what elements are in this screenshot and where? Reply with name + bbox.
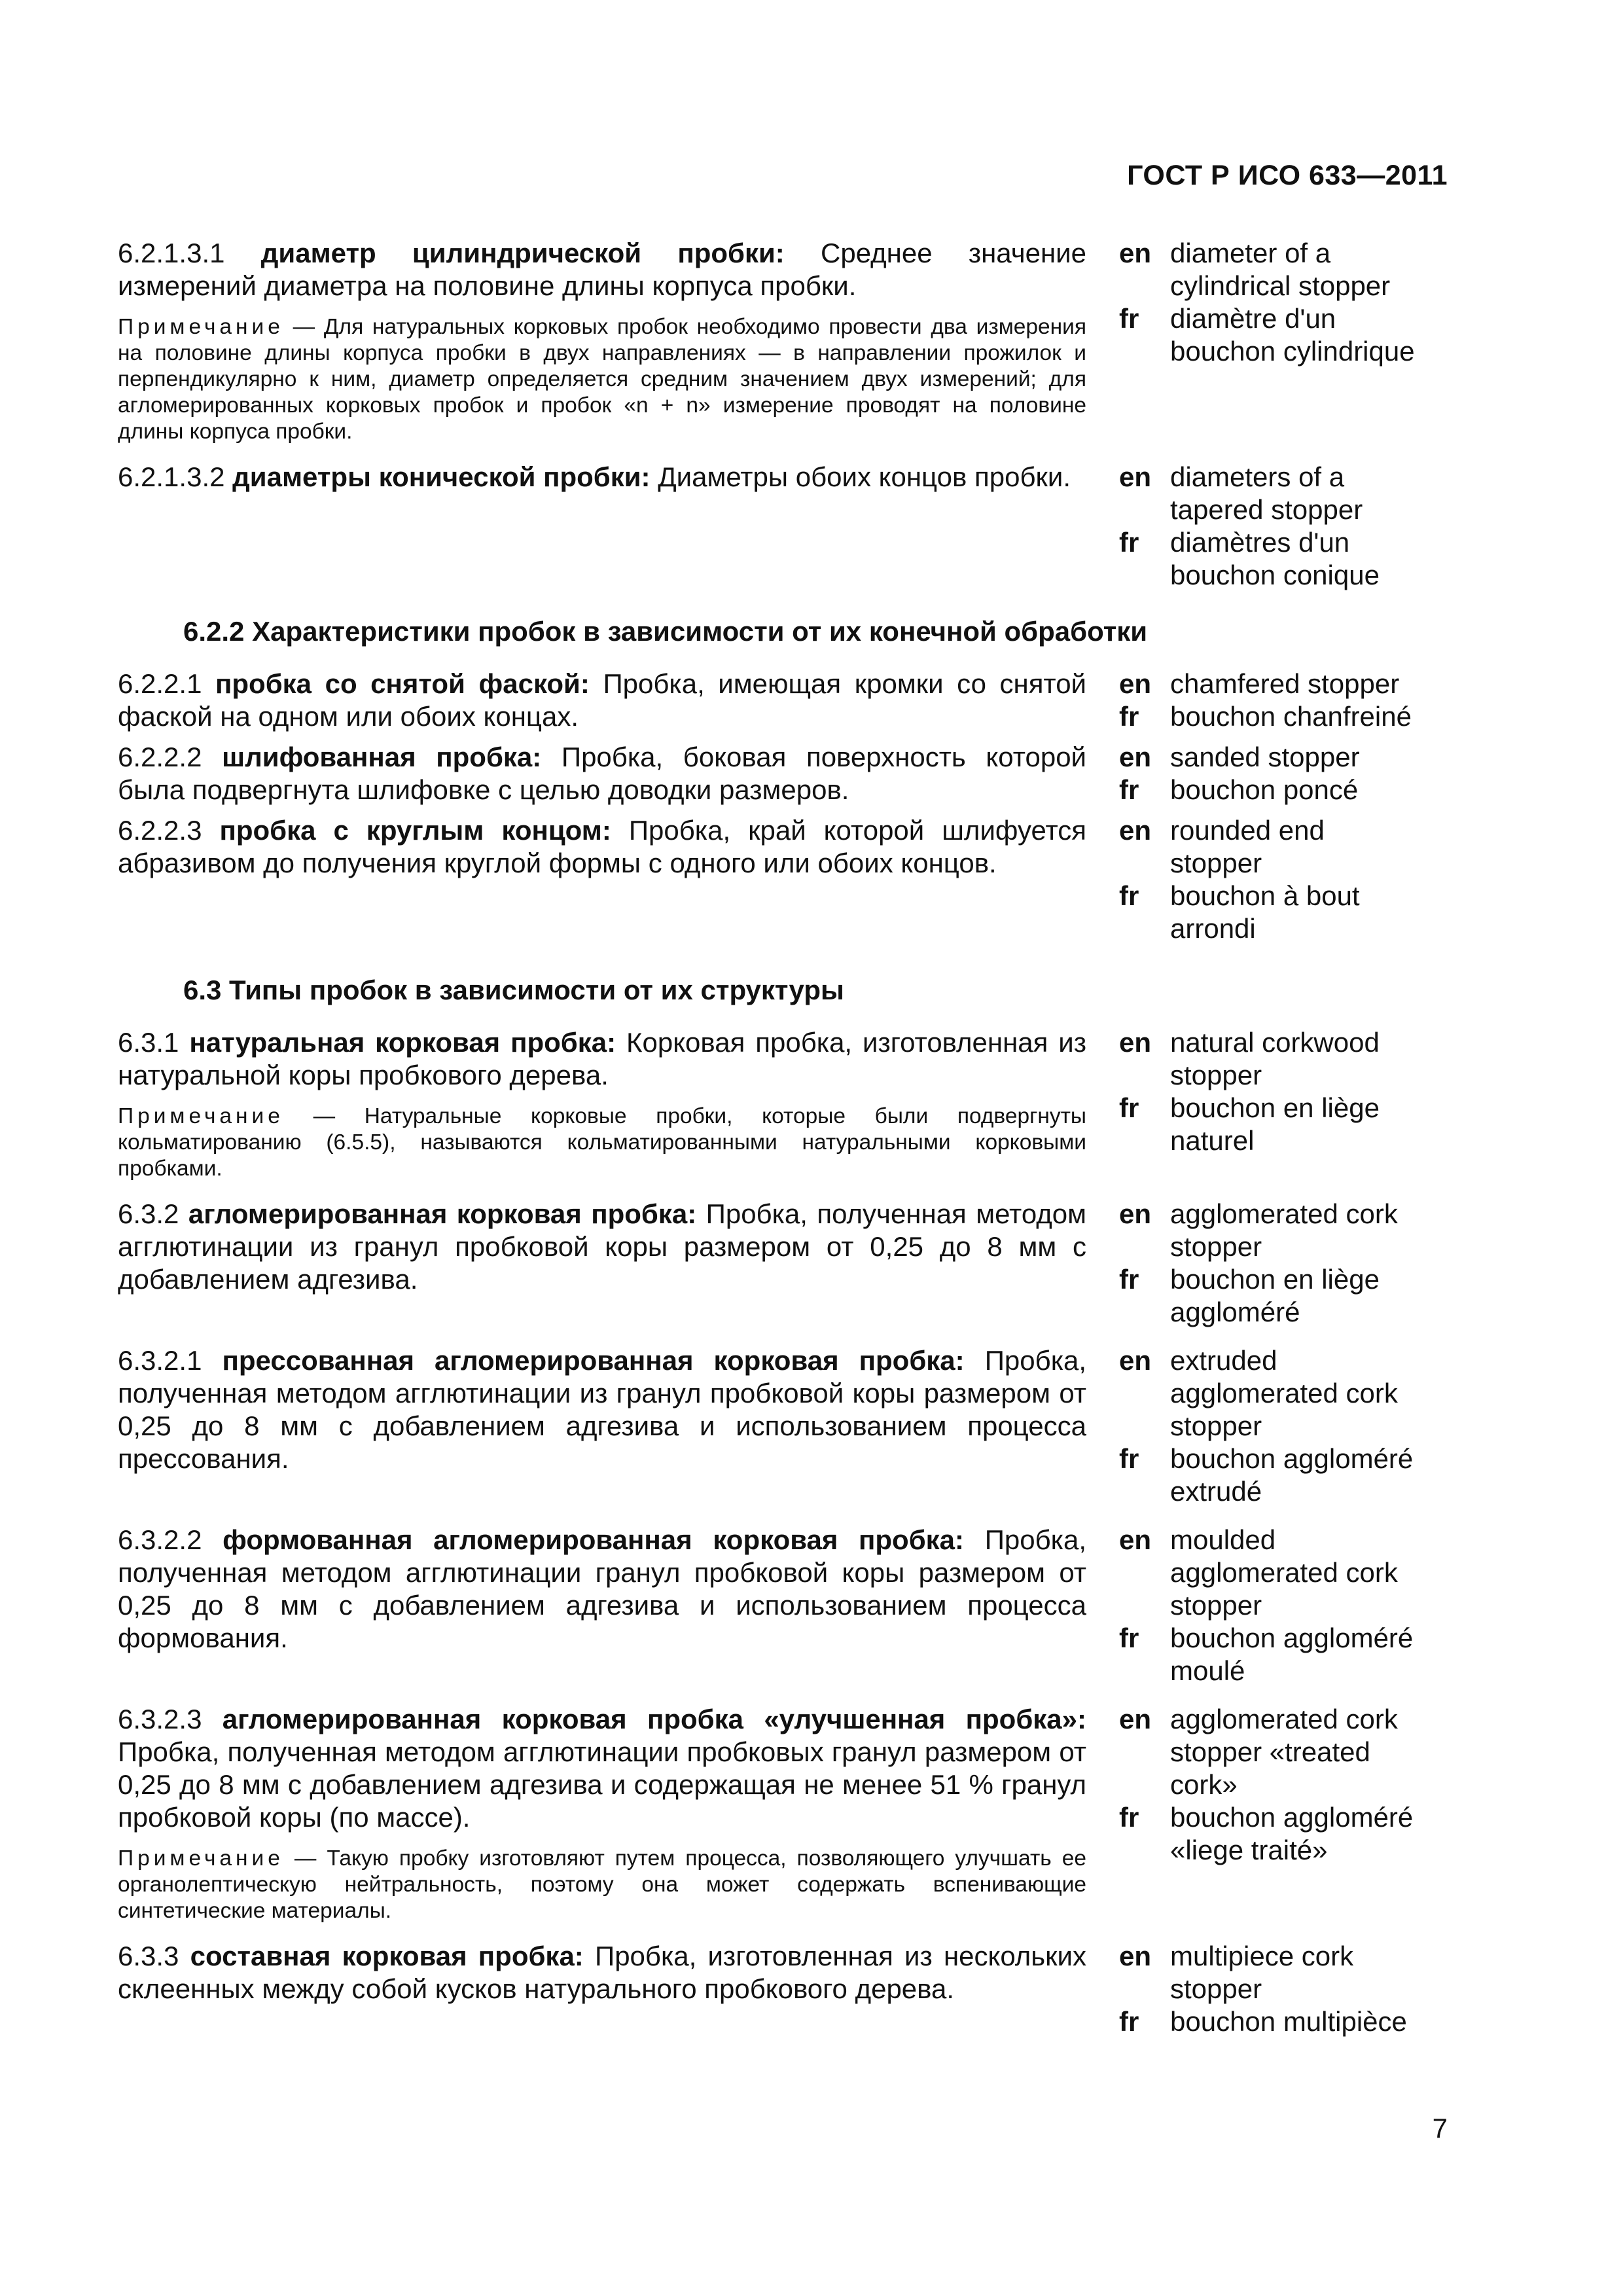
english-term: moulded agglomerated cork stopper xyxy=(1170,1524,1398,1621)
french-term: bouchon aggloméré moulé xyxy=(1170,1623,1414,1686)
term-entry xyxy=(118,814,1448,945)
definition: 6.3.2 агломерированная корковая пробка: Пробка, полученная методом агглютинации из гранул пробковой коры размером от 0,25 до 8 мм с добавлением адгезива. xyxy=(118,1198,1087,1295)
french-term: bouchon à bout arrondi xyxy=(1170,880,1360,944)
lang-fr-label: fr xyxy=(1119,774,1139,805)
lang-fr-label: fr xyxy=(1119,1802,1139,1833)
definition: 6.2.1.3.2 диаметры конической пробки: Диаметры обоих концов пробки. xyxy=(118,461,1071,492)
section-heading: 6.3 Типы пробок в зависимости от их структуры xyxy=(183,975,844,1005)
term-entry xyxy=(118,1524,1448,1687)
equivalent-terms xyxy=(1119,1703,1415,1867)
definition: 6.3.2.2 формованная агломерированная корковая пробка: Пробка, полученная методом агглютинации гранул пробковой коры размером от 0,25 до 8 мм с добавлением адгезива и использованием процесса формования. xyxy=(118,1524,1086,1653)
term-name: пробка со снятой фаской: xyxy=(215,668,590,699)
term-name: агломерированная корковая пробка «улучшенная пробка»: xyxy=(222,1704,1086,1734)
definition: 6.3.2.3 агломерированная корковая пробка «улучшенная пробка»: Пробка, полученная методом агглютинации пробковых гранул размером от 0,25 до 8 мм с добавлением адгезива и содержащая не менее 51 % гранул пробковой коры (по массе). xyxy=(118,1704,1086,1833)
english-term: multipiece cork stopper xyxy=(1170,1941,1354,2004)
english-term: diameters of a tapered stopper xyxy=(1170,461,1363,525)
page-content xyxy=(118,237,1448,2038)
definition: 6.2.2.2 шлифованная пробка: Пробка, боковая поверхность которой была подвергнута шлифовке с целью доводки размеров. xyxy=(118,742,1087,805)
equivalent-terms xyxy=(1119,1524,1415,1687)
lang-fr-label: fr xyxy=(1119,1623,1139,1653)
term-name: натуральная корковая пробка: xyxy=(189,1027,616,1058)
lang-en-label: en xyxy=(1119,1198,1152,1229)
lang-fr-label: fr xyxy=(1119,527,1139,558)
equivalent-terms xyxy=(1119,814,1415,945)
lang-fr-label: fr xyxy=(1119,303,1139,334)
term-name: формованная агломерированная корковая пробка: xyxy=(223,1524,965,1555)
lang-en-label: en xyxy=(1119,742,1152,772)
term-entry xyxy=(118,1703,1448,1924)
term-name: диаметры конической пробки: xyxy=(232,461,651,492)
equivalent-terms xyxy=(1119,1344,1415,1508)
equivalent-terms xyxy=(1119,237,1415,368)
term-name: шлифованная пробка: xyxy=(222,742,542,772)
french-term: diamètres d'un bouchon conique xyxy=(1170,527,1380,590)
english-term: natural corkwood stopper xyxy=(1170,1027,1380,1090)
term-entry xyxy=(118,668,1448,733)
definition: 6.2.2.3 пробка с круглым концом: Пробка, край которой шлифуется абразивом до получения круглой формы с одного или обоих концов. xyxy=(118,815,1086,878)
lang-en-label: en xyxy=(1119,815,1152,846)
lang-en-label: en xyxy=(1119,1027,1152,1058)
english-term: agglomerated cork stopper xyxy=(1170,1198,1398,1262)
lang-en-label: en xyxy=(1119,238,1152,268)
lang-en-label: en xyxy=(1119,1524,1152,1555)
french-term: bouchon en liège naturel xyxy=(1170,1092,1380,1156)
french-term: bouchon aggloméré «liege traité» xyxy=(1170,1802,1414,1865)
term-name: составная корковая пробка: xyxy=(190,1941,584,1971)
english-term: diameter of a cylindrical stopper xyxy=(1170,238,1391,301)
lang-fr-label: fr xyxy=(1119,1264,1139,1295)
term-entry xyxy=(118,237,1448,445)
equivalent-terms xyxy=(1119,1026,1415,1157)
note: Примечание — Натуральные корковые пробки, которые были подвергнуты кольматированию (6.5.5), называются кольматированными натуральными корковыми пробками. xyxy=(118,1104,1086,1181)
lang-fr-label: fr xyxy=(1119,701,1139,732)
document-header: ГОСТ Р ИСО 633—2011 xyxy=(1127,160,1448,191)
french-term: bouchon aggloméré extrudé xyxy=(1170,1443,1414,1507)
definition: 6.3.1 натуральная корковая пробка: Корковая пробка, изготовленная из натуральной коры пробкового дерева. xyxy=(118,1027,1087,1090)
equivalent-terms xyxy=(1119,1940,1415,2038)
note: Примечание — Такую пробку изготовляют путем процесса, позволяющего улучшать ее органолептическую нейтральность, поэтому она может содержать вспенивающие синтетические материалы. xyxy=(118,1846,1086,1923)
english-term: rounded end stopper xyxy=(1170,815,1325,878)
definition: 6.2.2.1 пробка со снятой фаской: Пробка, имеющая кромки со снятой фаской на одном или обоих концах. xyxy=(118,668,1087,732)
english-term: sanded stopper xyxy=(1170,742,1360,772)
term-name: диаметр цилиндрической пробки: xyxy=(260,238,785,268)
term-entry xyxy=(118,461,1448,592)
page-number: 7 xyxy=(1432,2113,1448,2144)
definition: 6.2.1.3.1 диаметр цилиндрической пробки: Среднее значение измерений диаметра на половине длины корпуса пробки. xyxy=(118,238,1086,301)
french-term: bouchon multipièce xyxy=(1170,2006,1407,2037)
english-term: extruded agglomerated cork stopper xyxy=(1170,1345,1398,1441)
english-term: agglomerated cork stopper «treated cork» xyxy=(1170,1704,1398,1800)
lang-en-label: en xyxy=(1119,1941,1152,1971)
lang-en-label: en xyxy=(1119,1345,1152,1376)
equivalent-terms xyxy=(1119,461,1415,592)
term-entry xyxy=(118,1026,1448,1182)
note: Примечание — Для натуральных корковых пробок необходимо провести два измерения на половине длины корпуса пробки в двух направлениях — в направлении прожилок и перпендикулярно к ним, диаметр определяется средним значением двух измерений; для агломерированных корковых пробок и пробок «n + n» измерение проводят на половине длины корпуса пробки. xyxy=(118,315,1086,444)
french-term: bouchon en liège aggloméré xyxy=(1170,1264,1380,1327)
lang-en-label: en xyxy=(1119,668,1152,699)
term-entry xyxy=(118,1198,1448,1329)
lang-fr-label: fr xyxy=(1119,1443,1139,1474)
french-term: bouchon poncé xyxy=(1170,774,1359,805)
equivalent-terms xyxy=(1119,741,1415,806)
lang-en-label: en xyxy=(1119,1704,1152,1734)
definition: 6.3.2.1 прессованная агломерированная корковая пробка: Пробка, полученная методом агглютинации из гранул пробковой коры размером от 0,25 до 8 мм с добавлением адгезива и использованием процесса прессования. xyxy=(118,1345,1087,1474)
french-term: diamètre d'un bouchon cylindrique xyxy=(1170,303,1415,367)
lang-fr-label: fr xyxy=(1119,880,1139,911)
french-term: bouchon chanfreiné xyxy=(1170,701,1412,732)
equivalent-terms xyxy=(1119,1198,1415,1329)
term-entry xyxy=(118,1940,1448,2038)
term-name: пробка с круглым концом: xyxy=(219,815,611,846)
section-heading: 6.2.2 Характеристики пробок в зависимости от их конечной обработки xyxy=(183,616,1148,647)
term-name: прессованная агломерированная корковая пробка: xyxy=(222,1345,965,1376)
lang-fr-label: fr xyxy=(1119,2006,1139,2037)
term-entry xyxy=(118,1344,1448,1508)
lang-fr-label: fr xyxy=(1119,1092,1139,1123)
definition: 6.3.3 составная корковая пробка: Пробка, изготовленная из нескольких склеенных между собой кусков натурального пробкового дерева. xyxy=(118,1941,1086,2004)
term-entry xyxy=(118,741,1448,806)
equivalent-terms xyxy=(1119,668,1415,733)
term-name: агломерированная корковая пробка: xyxy=(188,1198,697,1229)
lang-en-label: en xyxy=(1119,461,1152,492)
english-term: chamfered stopper xyxy=(1170,668,1400,699)
